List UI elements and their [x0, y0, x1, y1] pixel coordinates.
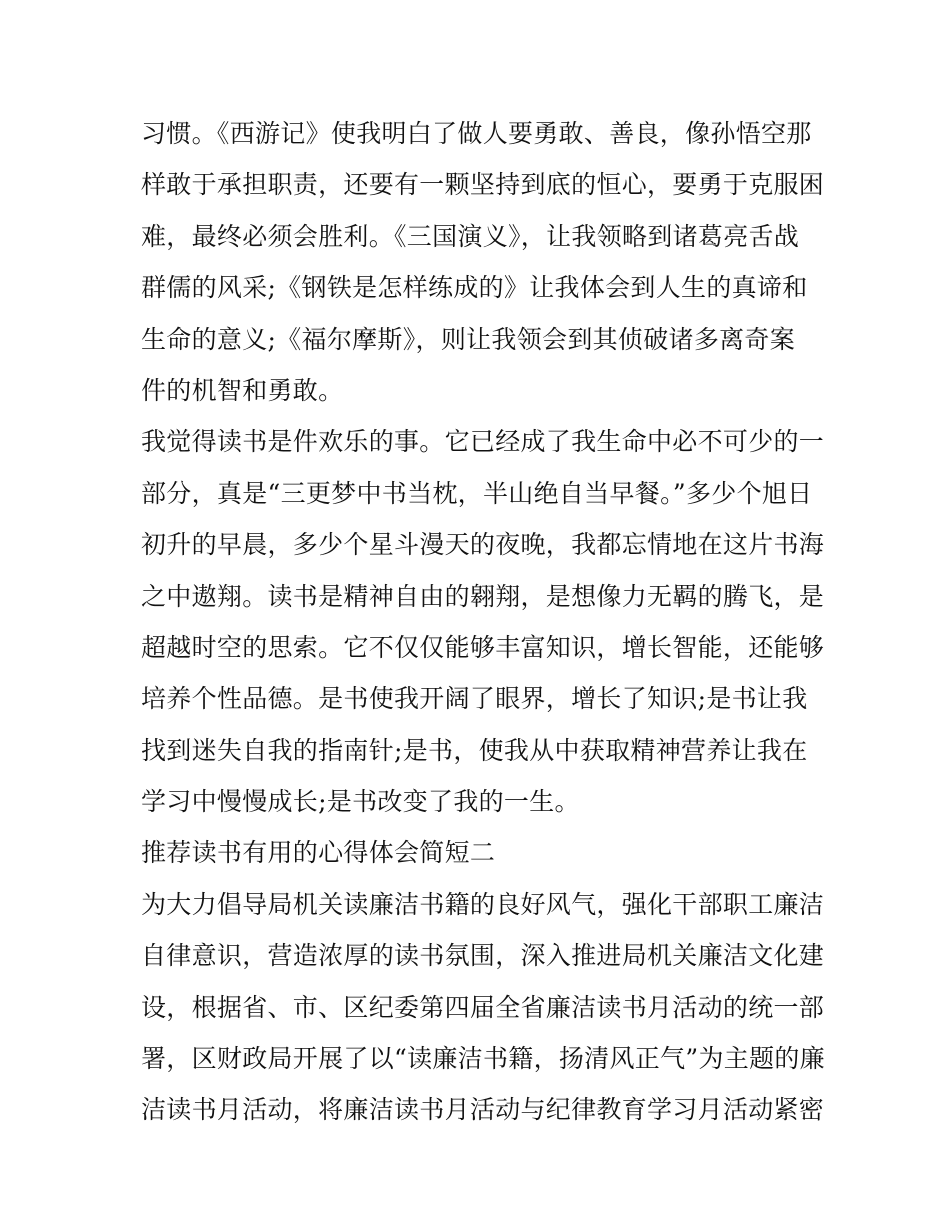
text-line-8: 部分，真是“三更梦中书当枕，半山绝自当早餐。”多少个旭日	[141, 478, 813, 508]
text-line-6: 件的机智和勇敢。	[141, 375, 344, 405]
text-line-2: 样敢于承担职责，还要有一颗坚持到底的恒心，要勇于克服困	[141, 170, 825, 200]
text-line-4: 群儒的风采;《钢铁是怎样练成的》让我体会到人生的真谛和	[141, 273, 808, 303]
text-line-11: 超越时空的思索。它不仅仅能够丰富知识，增长智能，还能够	[141, 632, 825, 662]
text-line-17: 自律意识，营造浓厚的读书氛围，深入推进局机关廉洁文化建	[141, 941, 825, 971]
text-line-20: 洁读书月活动，将廉洁读书月活动与纪律教育学习月活动紧密	[141, 1095, 825, 1125]
text-line-18: 设，根据省、市、区纪委第四届全省廉洁读书月活动的统一部	[141, 992, 825, 1022]
text-line-19: 署，区财政局开展了以“读廉洁书籍，扬清风正气”为主题的廉	[141, 1044, 825, 1074]
text-line-5: 生命的意义;《福尔摩斯》，则让我领会到其侦破诸多离奇案	[141, 324, 796, 354]
text-line-1: 习惯。《西游记》使我明白了做人要勇敢、善良，像孙悟空那	[141, 119, 812, 148]
text-line-12: 培养个性品德。是书使我开阔了眼界，增长了知识;是书让我	[141, 684, 808, 714]
text-line-7: 我觉得读书是件欢乐的事。它已经成了我生命中必不可少的一	[141, 427, 825, 457]
text-line-10: 之中遨翔。读书是精神自由的翱翔，是想像力无羁的腾飞，是	[141, 581, 825, 611]
body-text	[141, 108, 825, 1136]
text-line-16: 为大力倡导局机关读廉洁书籍的良好风气，强化干部职工廉洁	[141, 889, 825, 919]
text-line-13: 找到迷失自我的指南针;是书，使我从中获取精神营养让我在	[141, 735, 808, 765]
section-heading: 推荐读书有用的心得体会简短二	[141, 838, 496, 868]
text-line-3: 难，最终必须会胜利。《三国演义》，让我领略到诸葛亮舌战	[141, 221, 800, 251]
text-line-14: 学习中慢慢成长;是书改变了我的一生。	[141, 787, 580, 817]
text-line-9: 初升的早晨，多少个星斗漫天的夜晚，我都忘情地在这片书海	[141, 530, 825, 560]
